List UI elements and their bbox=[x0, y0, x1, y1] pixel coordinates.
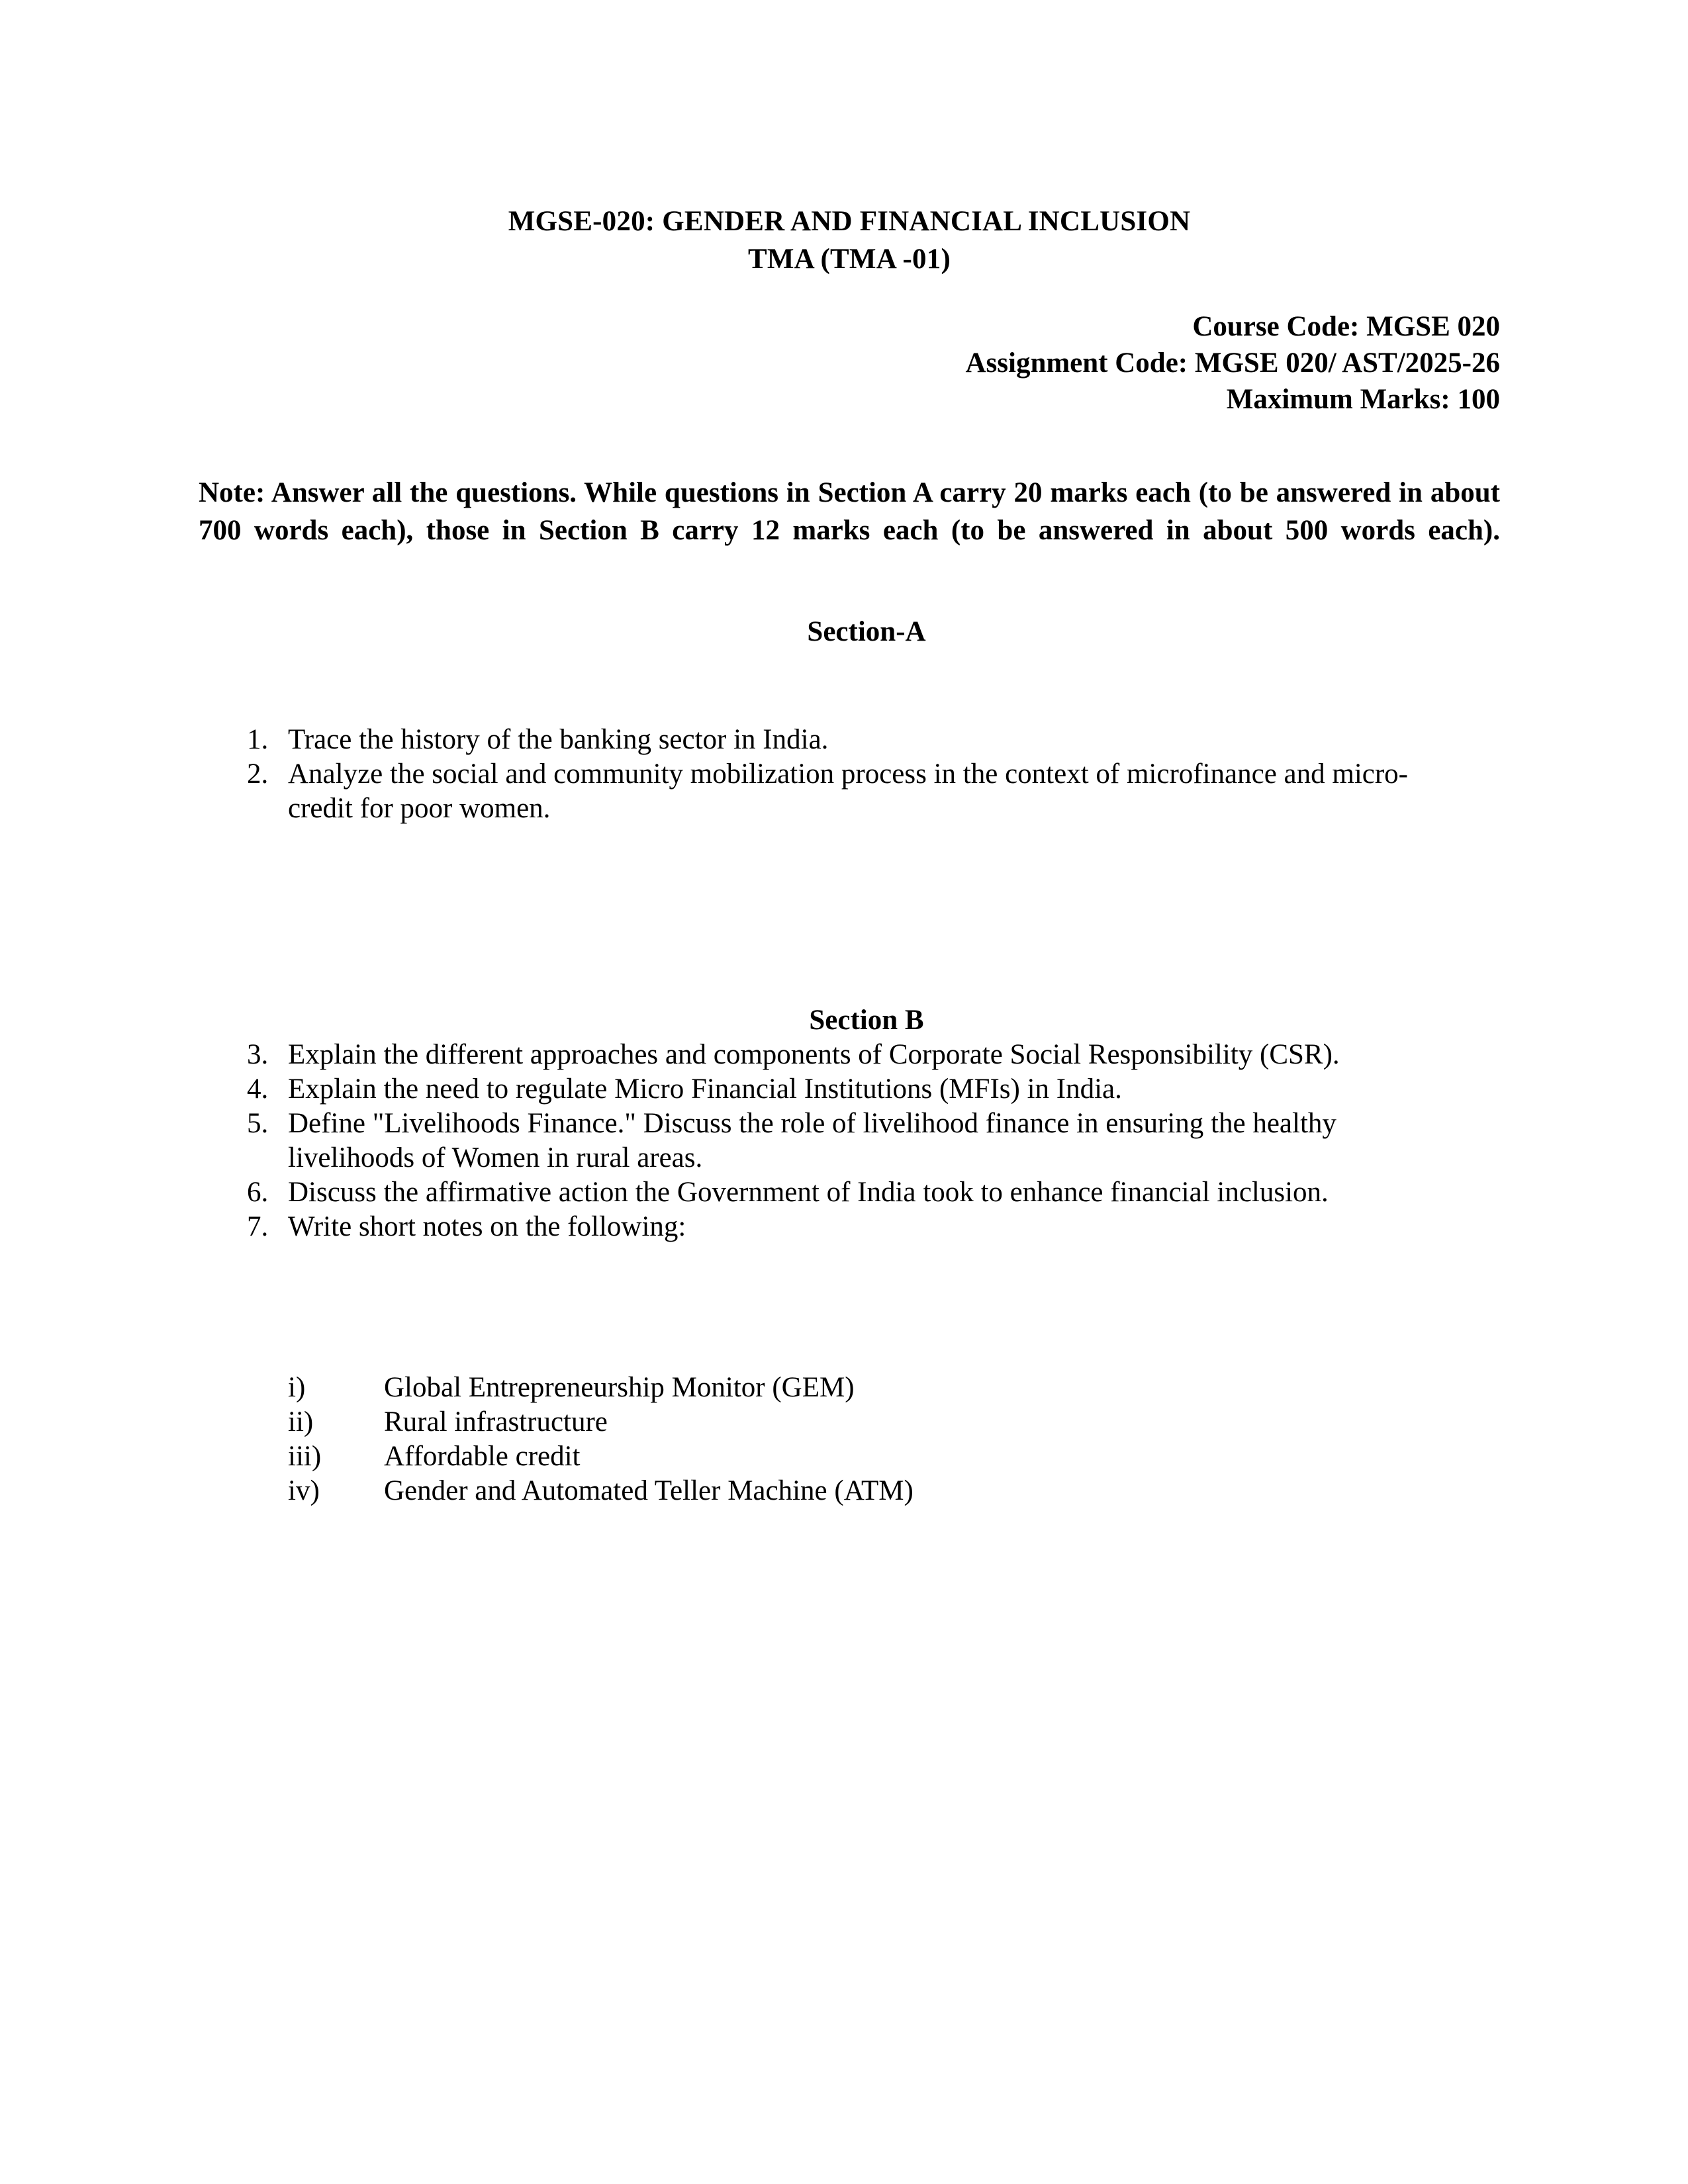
question-number: 6. bbox=[247, 1177, 269, 1208]
question-item bbox=[199, 1175, 1436, 1210]
short-note-text: Rural infrastructure bbox=[384, 1406, 608, 1437]
short-note-marker: iii) bbox=[288, 1441, 322, 1472]
title-line-1: MGSE-020: GENDER AND FINANCIAL INCLUSION bbox=[508, 206, 1191, 237]
question-number: 4. bbox=[247, 1073, 269, 1105]
course-code: Course Code: MGSE 020 bbox=[1192, 311, 1500, 342]
instructions-note bbox=[199, 474, 1500, 587]
short-note-text: Global Entrepreneurship Monitor (GEM) bbox=[384, 1372, 855, 1403]
assignment-code: Assignment Code: MGSE 020/ AST/2025-26 bbox=[965, 347, 1500, 379]
section-a-question-list bbox=[199, 723, 1436, 826]
list-item bbox=[199, 1371, 1436, 1405]
question-text: Explain the need to regulate Micro Financial Institutions (MFIs) in India. bbox=[288, 1073, 1122, 1105]
question-text: Explain the different approaches and components of Corporate Social Responsibility (CSR). bbox=[288, 1039, 1340, 1070]
question-text: Write short notes on the following: bbox=[288, 1211, 686, 1242]
short-note-marker: iv) bbox=[288, 1475, 320, 1506]
section-a-heading: Section-A bbox=[807, 616, 926, 647]
question-number: 1. bbox=[247, 724, 269, 755]
question-item bbox=[199, 1107, 1436, 1175]
question-number: 2. bbox=[247, 758, 269, 790]
question-text: Discuss the affirmative action the Government of India took to enhance financial inclusion. bbox=[288, 1177, 1329, 1208]
question-number: 7. bbox=[247, 1211, 269, 1242]
short-note-text: Affordable credit bbox=[384, 1441, 581, 1472]
section-b-heading: Section B bbox=[809, 1005, 924, 1036]
note-text: Note: Answer all the questions. While questions in Section A carry 20 marks each (to be answered in about 700 words each), those in Section B carry 12 marks each (to be answered in about 500 words each). bbox=[199, 477, 1500, 546]
title-line-2: TMA (TMA -01) bbox=[748, 244, 951, 275]
assignment-meta bbox=[199, 308, 1500, 418]
short-notes-list bbox=[199, 1371, 1436, 1508]
document-title bbox=[199, 203, 1500, 278]
question-item bbox=[199, 723, 1436, 757]
question-number: 3. bbox=[247, 1039, 269, 1070]
question-item bbox=[199, 757, 1436, 826]
short-note-text: Gender and Automated Teller Machine (ATM) bbox=[384, 1475, 914, 1506]
list-item bbox=[199, 1474, 1436, 1508]
question-number: 5. bbox=[247, 1108, 269, 1139]
question-text: Analyze the social and community mobilization process in the context of microfinance and micro-credit for poor women. bbox=[288, 758, 1408, 824]
question-item bbox=[199, 1210, 1436, 1244]
section-b-question-list bbox=[199, 1038, 1436, 1244]
question-item bbox=[199, 1038, 1436, 1072]
short-note-marker: i) bbox=[288, 1372, 306, 1403]
question-text: Trace the history of the banking sector in India. bbox=[288, 724, 829, 755]
list-item bbox=[199, 1439, 1436, 1474]
list-item bbox=[199, 1405, 1436, 1439]
question-item bbox=[199, 1072, 1436, 1107]
short-note-marker: ii) bbox=[288, 1406, 314, 1437]
question-text: Define "Livelihoods Finance." Discuss the role of livelihood finance in ensuring the healthy livelihoods of Women in rural areas. bbox=[288, 1108, 1336, 1173]
maximum-marks: Maximum Marks: 100 bbox=[1226, 384, 1500, 415]
